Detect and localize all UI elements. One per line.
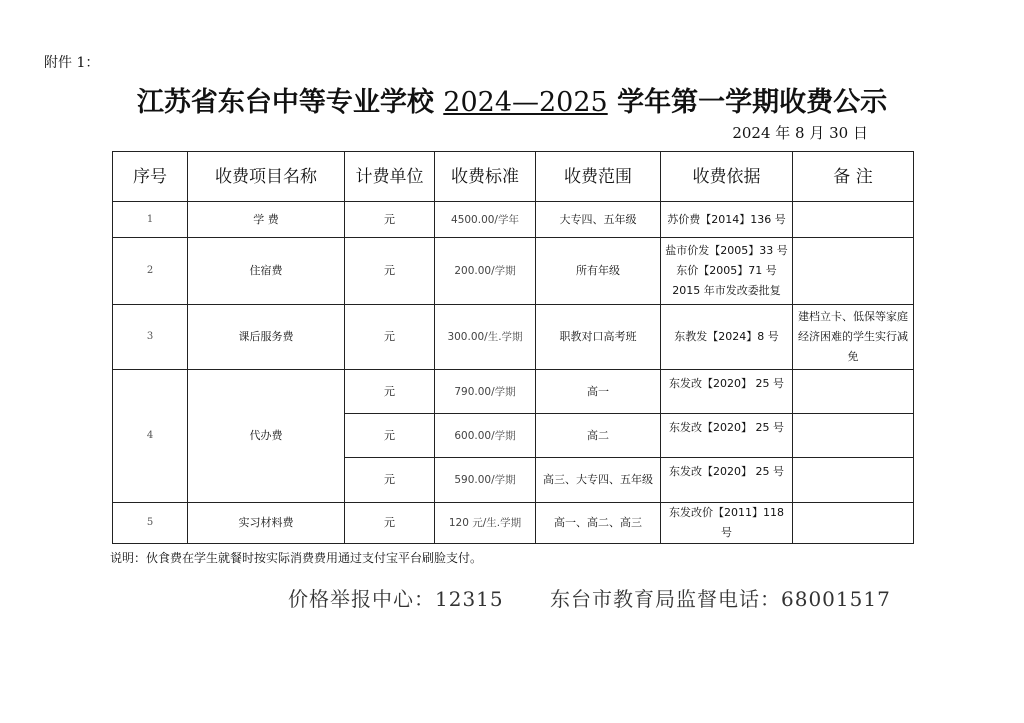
header-basis: 收费依据 bbox=[661, 152, 793, 202]
row-standard: 200.00/学期 bbox=[435, 238, 536, 305]
row-basis: 苏价费【2014】136 号 bbox=[661, 202, 793, 238]
row-scope: 职教对口高考班 bbox=[536, 305, 661, 370]
title-prefix: 江苏省东台中等专业学校 bbox=[136, 87, 444, 118]
row-scope: 高一 bbox=[536, 370, 661, 414]
fee-table bbox=[112, 151, 914, 544]
row-remark bbox=[793, 202, 914, 238]
table-row bbox=[113, 305, 914, 370]
header-item: 收费项目名称 bbox=[188, 152, 345, 202]
footnote: 说明：伙食费在学生就餐时按实际消费费用通过支付宝平台刷脸支付。 bbox=[110, 551, 483, 565]
row-standard: 600.00/学期 bbox=[435, 414, 536, 458]
title-suffix: 学年第一学期收费公示 bbox=[607, 87, 888, 118]
row-basis: 东发改【2020】 25 号 bbox=[661, 370, 793, 414]
row-standard: 120 元/生.学期 bbox=[435, 503, 536, 544]
row-standard: 790.00/学期 bbox=[435, 370, 536, 414]
page-title bbox=[0, 80, 1024, 119]
row-seq: 1 bbox=[113, 202, 188, 238]
header-standard: 收费标准 bbox=[435, 152, 536, 202]
education-hotline: 东台市教育局监督电话：68001517 bbox=[550, 587, 891, 611]
row-unit: 元 bbox=[345, 370, 435, 414]
row-remark bbox=[793, 414, 914, 458]
row-standard: 590.00/学期 bbox=[435, 458, 536, 503]
row-item: 课后服务费 bbox=[188, 305, 345, 370]
row-basis: 盐市价发【2005】33 号 东价【2005】71 号 2015 年市发改委批复 bbox=[661, 238, 793, 305]
row-basis: 东发改价【2011】118 号 bbox=[661, 503, 793, 544]
header-unit: 计费单位 bbox=[345, 152, 435, 202]
row-basis: 东教发【2024】8 号 bbox=[661, 305, 793, 370]
row-seq: 3 bbox=[113, 305, 188, 370]
row-item: 住宿费 bbox=[188, 238, 345, 305]
row-seq: 4 bbox=[113, 370, 188, 503]
row-remark bbox=[793, 370, 914, 414]
row-unit: 元 bbox=[345, 503, 435, 544]
row-unit: 元 bbox=[345, 458, 435, 503]
header-remark: 备 注 bbox=[793, 152, 914, 202]
row-scope: 高二 bbox=[536, 414, 661, 458]
row-unit: 元 bbox=[345, 238, 435, 305]
table-header-row bbox=[113, 152, 914, 202]
table-row bbox=[113, 503, 914, 544]
row-item: 代办费 bbox=[188, 370, 345, 503]
title-years: 2024—2025 bbox=[443, 87, 608, 118]
row-basis: 东发改【2020】 25 号 bbox=[661, 458, 793, 503]
row-scope: 高一、高二、高三 bbox=[536, 503, 661, 544]
row-scope: 大专四、五年级 bbox=[536, 202, 661, 238]
header-scope: 收费范围 bbox=[536, 152, 661, 202]
row-seq: 2 bbox=[113, 238, 188, 305]
table-row bbox=[113, 370, 914, 414]
table-row bbox=[113, 238, 914, 305]
row-item: 实习材料费 bbox=[188, 503, 345, 544]
row-basis: 东发改【2020】 25 号 bbox=[661, 414, 793, 458]
publish-date: 2024 年 8 月 30 日 bbox=[732, 124, 868, 142]
row-unit: 元 bbox=[345, 202, 435, 238]
row-remark bbox=[793, 503, 914, 544]
row-scope: 高三、大专四、五年级 bbox=[536, 458, 661, 503]
row-item: 学 费 bbox=[188, 202, 345, 238]
row-scope: 所有年级 bbox=[536, 238, 661, 305]
price-hotline: 价格举报中心：12315 bbox=[288, 587, 504, 611]
row-remark bbox=[793, 458, 914, 503]
row-unit: 元 bbox=[345, 414, 435, 458]
row-standard: 4500.00/学年 bbox=[435, 202, 536, 238]
row-seq: 5 bbox=[113, 503, 188, 544]
row-standard: 300.00/生.学期 bbox=[435, 305, 536, 370]
attachment-label: 附件 1： bbox=[44, 55, 100, 71]
row-remark: 建档立卡、低保等家庭经济困难的学生实行减免 bbox=[793, 305, 914, 370]
header-seq: 序号 bbox=[113, 152, 188, 202]
table-row bbox=[113, 202, 914, 238]
row-remark bbox=[793, 238, 914, 305]
row-unit: 元 bbox=[345, 305, 435, 370]
